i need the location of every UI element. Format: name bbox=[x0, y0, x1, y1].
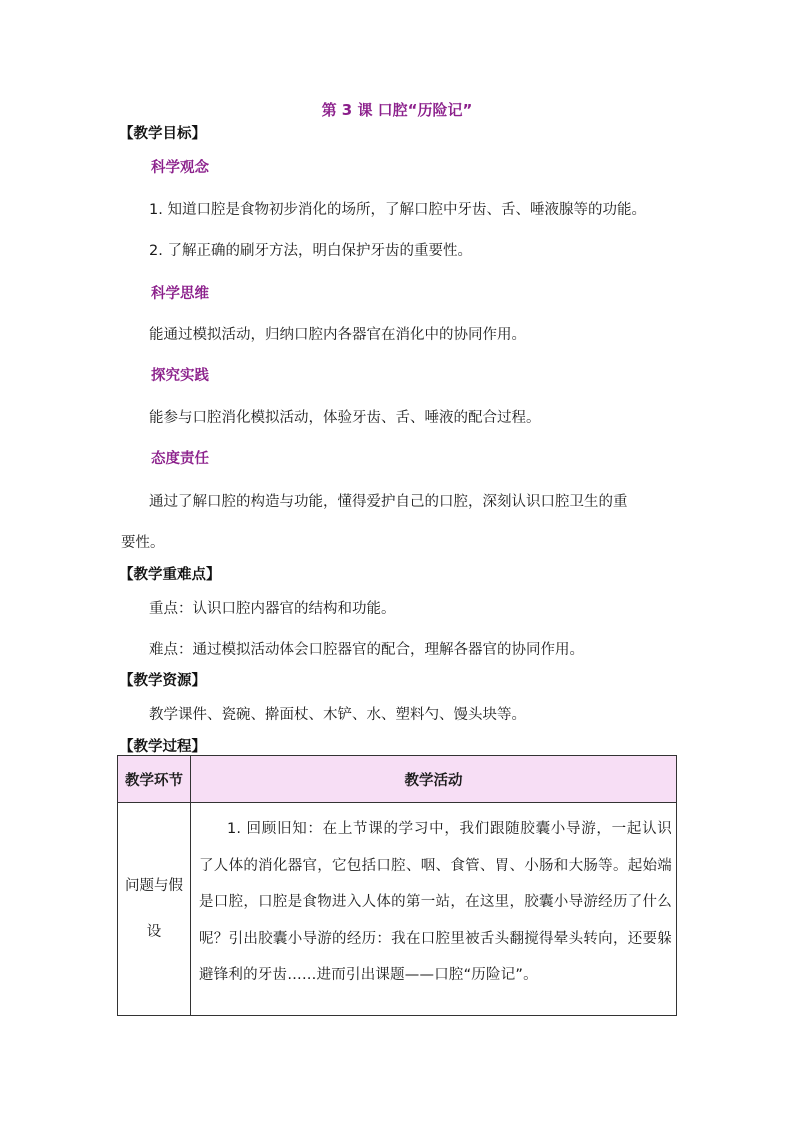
table-header-stage: 教学环节 bbox=[118, 756, 191, 803]
attitude-text-line1: 通过了解口腔的构造与功能，懂得爱护自己的口腔，深刻认识口腔卫生的重 bbox=[149, 494, 628, 510]
table-header-activity: 教学活动 bbox=[191, 756, 677, 803]
process-table bbox=[117, 755, 677, 1016]
objectives-heading: 【教学目标】 bbox=[119, 126, 206, 142]
table-row bbox=[118, 803, 677, 1016]
key-points-heading: 【教学重难点】 bbox=[119, 567, 221, 583]
table-cell-activity: 1. 回顾旧知：在上节课的学习中，我们跟随胶囊小导游，一起认识了人体的消化器官，它包括口腔、咽、食管、胃、小肠和大肠等。起始端是口腔，口腔是食物进入人体的第一站，在这里，胶囊小导游经历了什么呢？引出胶囊小导游的经历：我在口腔里被舌头翻搅得晕头转向，还要躲避锋利的牙齿……进而引出课题——口腔“历险记”。 bbox=[191, 803, 677, 1016]
inquiry-practice-label: 探究实践 bbox=[151, 368, 209, 384]
table-cell-stage: 问题与假设 bbox=[118, 803, 191, 1016]
science-concept-label: 科学观念 bbox=[151, 160, 209, 176]
key-point-difficulty: 难点：通过模拟活动体会口腔器官的配合，理解各器官的协同作用。 bbox=[149, 642, 584, 658]
table-header-row bbox=[118, 756, 677, 803]
resources-text: 教学课件、瓷碗、擀面杖、木铲、水、塑料勺、馒头块等。 bbox=[149, 707, 526, 723]
lesson-title: 第 3 课 口腔“历险记” bbox=[321, 101, 473, 119]
attitude-text-line2: 要性。 bbox=[121, 535, 165, 551]
science-thinking-text: 能通过模拟活动，归纳口腔内各器官在消化中的协同作用。 bbox=[149, 327, 526, 343]
science-thinking-label: 科学思维 bbox=[151, 286, 209, 302]
key-point-focus: 重点：认识口腔内器官的结构和功能。 bbox=[149, 601, 396, 617]
science-concept-item-2: 2. 了解正确的刷牙方法，明白保护牙齿的重要性。 bbox=[149, 243, 472, 259]
science-concept-item-1: 1. 知道口腔是食物初步消化的场所，了解口腔中牙齿、舌、唾液腺等的功能。 bbox=[149, 202, 646, 218]
resources-heading: 【教学资源】 bbox=[119, 673, 206, 689]
process-heading: 【教学过程】 bbox=[119, 739, 206, 755]
attitude-label: 态度责任 bbox=[151, 451, 209, 467]
inquiry-practice-text: 能参与口腔消化模拟活动，体验牙齿、舌、唾液的配合过程。 bbox=[149, 410, 541, 426]
